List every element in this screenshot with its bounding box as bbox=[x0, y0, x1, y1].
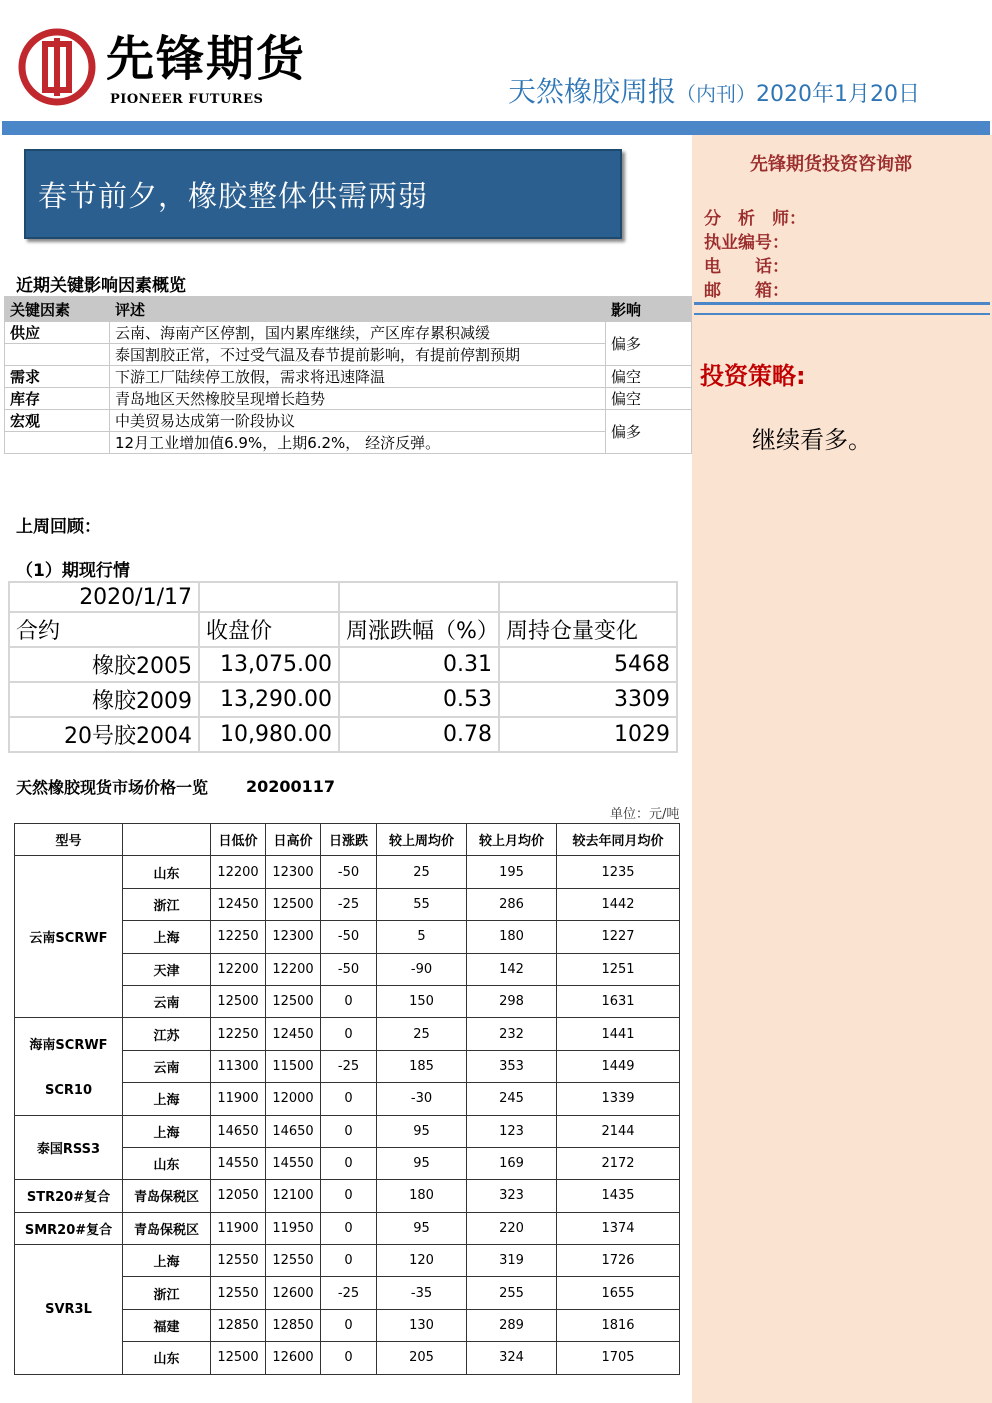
spot-price-table bbox=[14, 823, 680, 1375]
factor-cell bbox=[5, 344, 110, 366]
region-cell: 山东 bbox=[123, 1147, 211, 1179]
daily-change-cell: 0 bbox=[321, 1115, 377, 1147]
vs-last-year-cell: 1655 bbox=[557, 1277, 680, 1309]
brand-english-name: PIONEER FUTURES bbox=[110, 92, 264, 107]
vs-last-month-cell: 286 bbox=[467, 888, 557, 920]
low-price-cell: 14550 bbox=[211, 1147, 266, 1179]
table-row bbox=[15, 856, 680, 888]
weekly-change-cell: 0.53 bbox=[339, 682, 499, 717]
contract-cell: 橡胶2005 bbox=[9, 647, 199, 682]
region-cell: 青岛保税区 bbox=[123, 1212, 211, 1244]
table-row bbox=[5, 322, 692, 344]
table-row bbox=[15, 1180, 680, 1212]
header-cell: 关键因素 bbox=[5, 297, 110, 322]
impact-cell: 偏空 bbox=[606, 388, 692, 410]
high-price-cell: 14550 bbox=[266, 1147, 321, 1179]
vs-last-week-cell: -35 bbox=[377, 1277, 467, 1309]
daily-change-cell: 0 bbox=[321, 1147, 377, 1179]
region-cell: 云南 bbox=[123, 1050, 211, 1082]
license-label: 执业编号： bbox=[704, 233, 789, 253]
vs-last-year-cell: 1339 bbox=[557, 1083, 680, 1115]
table-row bbox=[15, 1245, 680, 1277]
factor-cell: 宏观 bbox=[5, 410, 110, 432]
spot-title: 天然橡胶现货市场价格一览 bbox=[16, 778, 209, 797]
region-cell: 山东 bbox=[123, 856, 211, 888]
low-price-cell: 12500 bbox=[211, 985, 266, 1017]
low-price-cell: 12550 bbox=[211, 1277, 266, 1309]
spot-table-body bbox=[15, 856, 680, 1374]
vs-last-week-cell: 150 bbox=[377, 985, 467, 1017]
high-price-cell: 12300 bbox=[266, 921, 321, 953]
brand-chinese-name: 先锋期货 bbox=[106, 31, 307, 87]
vs-last-week-cell: 25 bbox=[377, 1018, 467, 1050]
high-price-cell: 12550 bbox=[266, 1245, 321, 1277]
headline: 春节前夕，橡胶整体供需两弱 bbox=[38, 179, 429, 213]
vs-last-month-cell: 232 bbox=[467, 1018, 557, 1050]
low-price-cell: 12050 bbox=[211, 1180, 266, 1212]
high-price-cell: 12600 bbox=[266, 1342, 321, 1374]
vs-last-month-cell: 353 bbox=[467, 1050, 557, 1082]
futures-table bbox=[8, 581, 678, 753]
table-row bbox=[15, 1018, 680, 1050]
daily-change-cell: 0 bbox=[321, 1245, 377, 1277]
vs-last-month-cell: 289 bbox=[467, 1309, 557, 1341]
factor-cell: 供应 bbox=[5, 322, 110, 344]
vs-last-year-cell: 1816 bbox=[557, 1309, 680, 1341]
vs-last-month-cell: 195 bbox=[467, 856, 557, 888]
email-label: 邮 箱： bbox=[704, 281, 789, 301]
vs-last-year-cell: 1726 bbox=[557, 1245, 680, 1277]
close-price-cell: 10,980.00 bbox=[199, 717, 339, 752]
open-interest-change-cell: 1029 bbox=[499, 717, 677, 752]
header-cell: 日涨跌 bbox=[321, 824, 377, 856]
vs-last-year-cell: 1251 bbox=[557, 953, 680, 985]
pioneer-logo-icon bbox=[18, 28, 96, 106]
comment-cell: 中美贸易达成第一阶段协议 bbox=[110, 410, 606, 432]
side-divider bbox=[694, 313, 990, 315]
low-price-cell: 11300 bbox=[211, 1050, 266, 1082]
region-cell: 山东 bbox=[123, 1342, 211, 1374]
factors-title: 近期关键影响因素概览 bbox=[16, 276, 186, 296]
table-row bbox=[5, 432, 692, 454]
region-cell: 浙江 bbox=[123, 1277, 211, 1309]
vs-last-year-cell: 1449 bbox=[557, 1050, 680, 1082]
low-price-cell: 12250 bbox=[211, 921, 266, 953]
grade-cell bbox=[15, 1212, 123, 1244]
daily-change-cell: 0 bbox=[321, 1083, 377, 1115]
region-cell: 天津 bbox=[123, 953, 211, 985]
low-price-cell: 11900 bbox=[211, 1083, 266, 1115]
low-price-cell: 12200 bbox=[211, 953, 266, 985]
header-divider bbox=[2, 121, 990, 135]
high-price-cell: 14650 bbox=[266, 1115, 321, 1147]
daily-change-cell: 0 bbox=[321, 1212, 377, 1244]
weekly-change-cell: 0.78 bbox=[339, 717, 499, 752]
header-cell: 周涨跌幅（%） bbox=[339, 612, 499, 647]
grade-cell bbox=[15, 856, 123, 1018]
region-cell: 云南 bbox=[123, 985, 211, 1017]
high-price-cell: 12000 bbox=[266, 1083, 321, 1115]
comment-cell: 12月工业增加值6.9%，上期6.2%， 经济反弹。 bbox=[110, 432, 606, 454]
futures-header-row bbox=[9, 612, 677, 647]
analyst-label: 分 析 师： bbox=[704, 209, 806, 229]
region-cell: 福建 bbox=[123, 1309, 211, 1341]
table-row bbox=[15, 1212, 680, 1244]
impact-cell: 偏多 bbox=[606, 410, 692, 454]
high-price-cell: 12300 bbox=[266, 856, 321, 888]
daily-change-cell: -50 bbox=[321, 856, 377, 888]
impact-cell: 偏多 bbox=[606, 322, 692, 366]
comment-cell: 青岛地区天然橡胶呈现增长趋势 bbox=[110, 388, 606, 410]
header-cell bbox=[123, 824, 211, 856]
region-cell: 浙江 bbox=[123, 888, 211, 920]
low-price-cell: 12500 bbox=[211, 1342, 266, 1374]
vs-last-month-cell: 298 bbox=[467, 985, 557, 1017]
grade-name: 泰国RSS3 bbox=[36, 1141, 101, 1157]
low-price-cell: 12250 bbox=[211, 1018, 266, 1050]
close-price-cell: 13,075.00 bbox=[199, 647, 339, 682]
vs-last-week-cell: 25 bbox=[377, 856, 467, 888]
high-price-cell: 12850 bbox=[266, 1309, 321, 1341]
table-row bbox=[9, 717, 677, 752]
grade-cell bbox=[15, 1115, 123, 1180]
header-cell: 日低价 bbox=[211, 824, 266, 856]
contract-cell: 橡胶2009 bbox=[9, 682, 199, 717]
high-price-cell: 12100 bbox=[266, 1180, 321, 1212]
factor-cell: 库存 bbox=[5, 388, 110, 410]
daily-change-cell: -25 bbox=[321, 1050, 377, 1082]
side-divider bbox=[694, 302, 990, 305]
vs-last-year-cell: 1705 bbox=[557, 1342, 680, 1374]
region-cell: 上海 bbox=[123, 921, 211, 953]
high-price-cell: 11950 bbox=[266, 1212, 321, 1244]
table-row bbox=[9, 682, 677, 717]
spot-header-row bbox=[15, 824, 680, 856]
vs-last-week-cell: 130 bbox=[377, 1309, 467, 1341]
low-price-cell: 12200 bbox=[211, 856, 266, 888]
vs-last-month-cell: 255 bbox=[467, 1277, 557, 1309]
high-price-cell: 11500 bbox=[266, 1050, 321, 1082]
header-cell: 合约 bbox=[9, 612, 199, 647]
high-price-cell: 12450 bbox=[266, 1018, 321, 1050]
vs-last-month-cell: 245 bbox=[467, 1083, 557, 1115]
region-cell: 青岛保税区 bbox=[123, 1180, 211, 1212]
date-cell: 2020/1/17 bbox=[9, 582, 199, 612]
vs-last-week-cell: -90 bbox=[377, 953, 467, 985]
high-price-cell: 12500 bbox=[266, 985, 321, 1017]
vs-last-month-cell: 319 bbox=[467, 1245, 557, 1277]
region-cell: 上海 bbox=[123, 1245, 211, 1277]
grade-name: SCR10 bbox=[44, 1083, 92, 1099]
region-cell: 上海 bbox=[123, 1115, 211, 1147]
grade-name: 海南SCRWF bbox=[29, 1038, 108, 1054]
vs-last-week-cell: 120 bbox=[377, 1245, 467, 1277]
vs-last-month-cell: 180 bbox=[467, 921, 557, 953]
region-cell: 江苏 bbox=[123, 1018, 211, 1050]
close-price-cell: 13,290.00 bbox=[199, 682, 339, 717]
strategy-title: 投资策略: bbox=[700, 362, 806, 390]
date-row bbox=[9, 582, 677, 612]
grade-name: SMR20#复合 bbox=[24, 1222, 113, 1238]
vs-last-month-cell: 142 bbox=[467, 953, 557, 985]
table-row bbox=[5, 388, 692, 410]
header-cell: 型号 bbox=[15, 824, 123, 856]
high-price-cell: 12600 bbox=[266, 1277, 321, 1309]
vs-last-week-cell: 180 bbox=[377, 1180, 467, 1212]
table-row bbox=[9, 647, 677, 682]
report-date: 2020年1月20日 bbox=[756, 82, 920, 107]
comment-cell: 泰国割胶正常，不过受气温及春节提前影响，有提前停割预期 bbox=[110, 344, 606, 366]
header-cell: 较上周均价 bbox=[377, 824, 467, 856]
region-cell: 上海 bbox=[123, 1083, 211, 1115]
daily-change-cell: 0 bbox=[321, 1018, 377, 1050]
department-name: 先锋期货投资咨询部 bbox=[750, 154, 912, 175]
grade-cell bbox=[15, 1245, 123, 1375]
factor-cell: 需求 bbox=[5, 366, 110, 388]
header-cell: 评述 bbox=[110, 297, 606, 322]
vs-last-month-cell: 220 bbox=[467, 1212, 557, 1244]
header-cell: 周持仓量变化 bbox=[499, 612, 677, 647]
low-price-cell: 11900 bbox=[211, 1212, 266, 1244]
impact-cell: 偏空 bbox=[606, 366, 692, 388]
open-interest-change-cell: 3309 bbox=[499, 682, 677, 717]
vs-last-week-cell: 95 bbox=[377, 1115, 467, 1147]
vs-last-month-cell: 324 bbox=[467, 1342, 557, 1374]
daily-change-cell: 0 bbox=[321, 1309, 377, 1341]
factors-table bbox=[4, 296, 692, 454]
low-price-cell: 12850 bbox=[211, 1309, 266, 1341]
open-interest-change-cell: 5468 bbox=[499, 647, 677, 682]
comment-cell: 云南、海南产区停割，国内累库继续，产区库存累积减缓 bbox=[110, 322, 606, 344]
daily-change-cell: -50 bbox=[321, 953, 377, 985]
grade-cell bbox=[15, 1180, 123, 1212]
contract-cell: 20号胶2004 bbox=[9, 717, 199, 752]
factor-cell bbox=[5, 432, 110, 454]
strategy-text: 继续看多。 bbox=[752, 426, 872, 454]
vs-last-week-cell: 185 bbox=[377, 1050, 467, 1082]
factors-header-row bbox=[5, 297, 692, 322]
header-cell: 日高价 bbox=[266, 824, 321, 856]
high-price-cell: 12200 bbox=[266, 953, 321, 985]
table-row bbox=[5, 410, 692, 432]
table-row bbox=[5, 344, 692, 366]
daily-change-cell: 0 bbox=[321, 1342, 377, 1374]
low-price-cell: 14650 bbox=[211, 1115, 266, 1147]
vs-last-month-cell: 323 bbox=[467, 1180, 557, 1212]
vs-last-year-cell: 2144 bbox=[557, 1115, 680, 1147]
header-cell: 较去年同月均价 bbox=[557, 824, 680, 856]
grade-name: 云南SCRWF bbox=[29, 931, 108, 947]
vs-last-week-cell: 95 bbox=[377, 1147, 467, 1179]
grade-name: STR20#复合 bbox=[26, 1190, 111, 1206]
report-name: 天然橡胶周报 bbox=[508, 75, 677, 108]
vs-last-year-cell: 1435 bbox=[557, 1180, 680, 1212]
vs-last-month-cell: 123 bbox=[467, 1115, 557, 1147]
unit-label: 单位：元/吨 bbox=[610, 807, 680, 822]
low-price-cell: 12550 bbox=[211, 1245, 266, 1277]
vs-last-year-cell: 2172 bbox=[557, 1147, 680, 1179]
header-cell: 较上月均价 bbox=[467, 824, 557, 856]
table-row bbox=[5, 366, 692, 388]
comment-cell: 下游工厂陆续停工放假，需求将迅速降温 bbox=[110, 366, 606, 388]
phone-label: 电 话： bbox=[704, 257, 789, 277]
grade-cell bbox=[15, 1018, 123, 1115]
daily-change-cell: 0 bbox=[321, 985, 377, 1017]
side-panel bbox=[692, 135, 992, 1403]
daily-change-cell: -25 bbox=[321, 1277, 377, 1309]
vs-last-year-cell: 1374 bbox=[557, 1212, 680, 1244]
header-cell: 收盘价 bbox=[199, 612, 339, 647]
daily-change-cell: -25 bbox=[321, 888, 377, 920]
spot-date: 20200117 bbox=[246, 777, 336, 796]
table-row bbox=[15, 1115, 680, 1147]
vs-last-week-cell: 95 bbox=[377, 1212, 467, 1244]
review-title: 上周回顾： bbox=[16, 517, 101, 537]
report-tag: （内刊） bbox=[676, 82, 757, 106]
daily-change-cell: 0 bbox=[321, 1180, 377, 1212]
high-price-cell: 12500 bbox=[266, 888, 321, 920]
vs-last-year-cell: 1441 bbox=[557, 1018, 680, 1050]
vs-last-week-cell: 5 bbox=[377, 921, 467, 953]
review-subtitle: （1）期现行情 bbox=[16, 561, 130, 581]
vs-last-week-cell: 55 bbox=[377, 888, 467, 920]
low-price-cell: 12450 bbox=[211, 888, 266, 920]
vs-last-week-cell: -30 bbox=[377, 1083, 467, 1115]
weekly-change-cell: 0.31 bbox=[339, 647, 499, 682]
header-cell: 影响 bbox=[606, 297, 692, 322]
grade-name: SVR3L bbox=[45, 1301, 92, 1317]
vs-last-year-cell: 1631 bbox=[557, 985, 680, 1017]
daily-change-cell: -50 bbox=[321, 921, 377, 953]
report-title bbox=[508, 70, 920, 110]
vs-last-year-cell: 1227 bbox=[557, 921, 680, 953]
vs-last-year-cell: 1235 bbox=[557, 856, 680, 888]
vs-last-week-cell: 205 bbox=[377, 1342, 467, 1374]
vs-last-month-cell: 169 bbox=[467, 1147, 557, 1179]
vs-last-year-cell: 1442 bbox=[557, 888, 680, 920]
